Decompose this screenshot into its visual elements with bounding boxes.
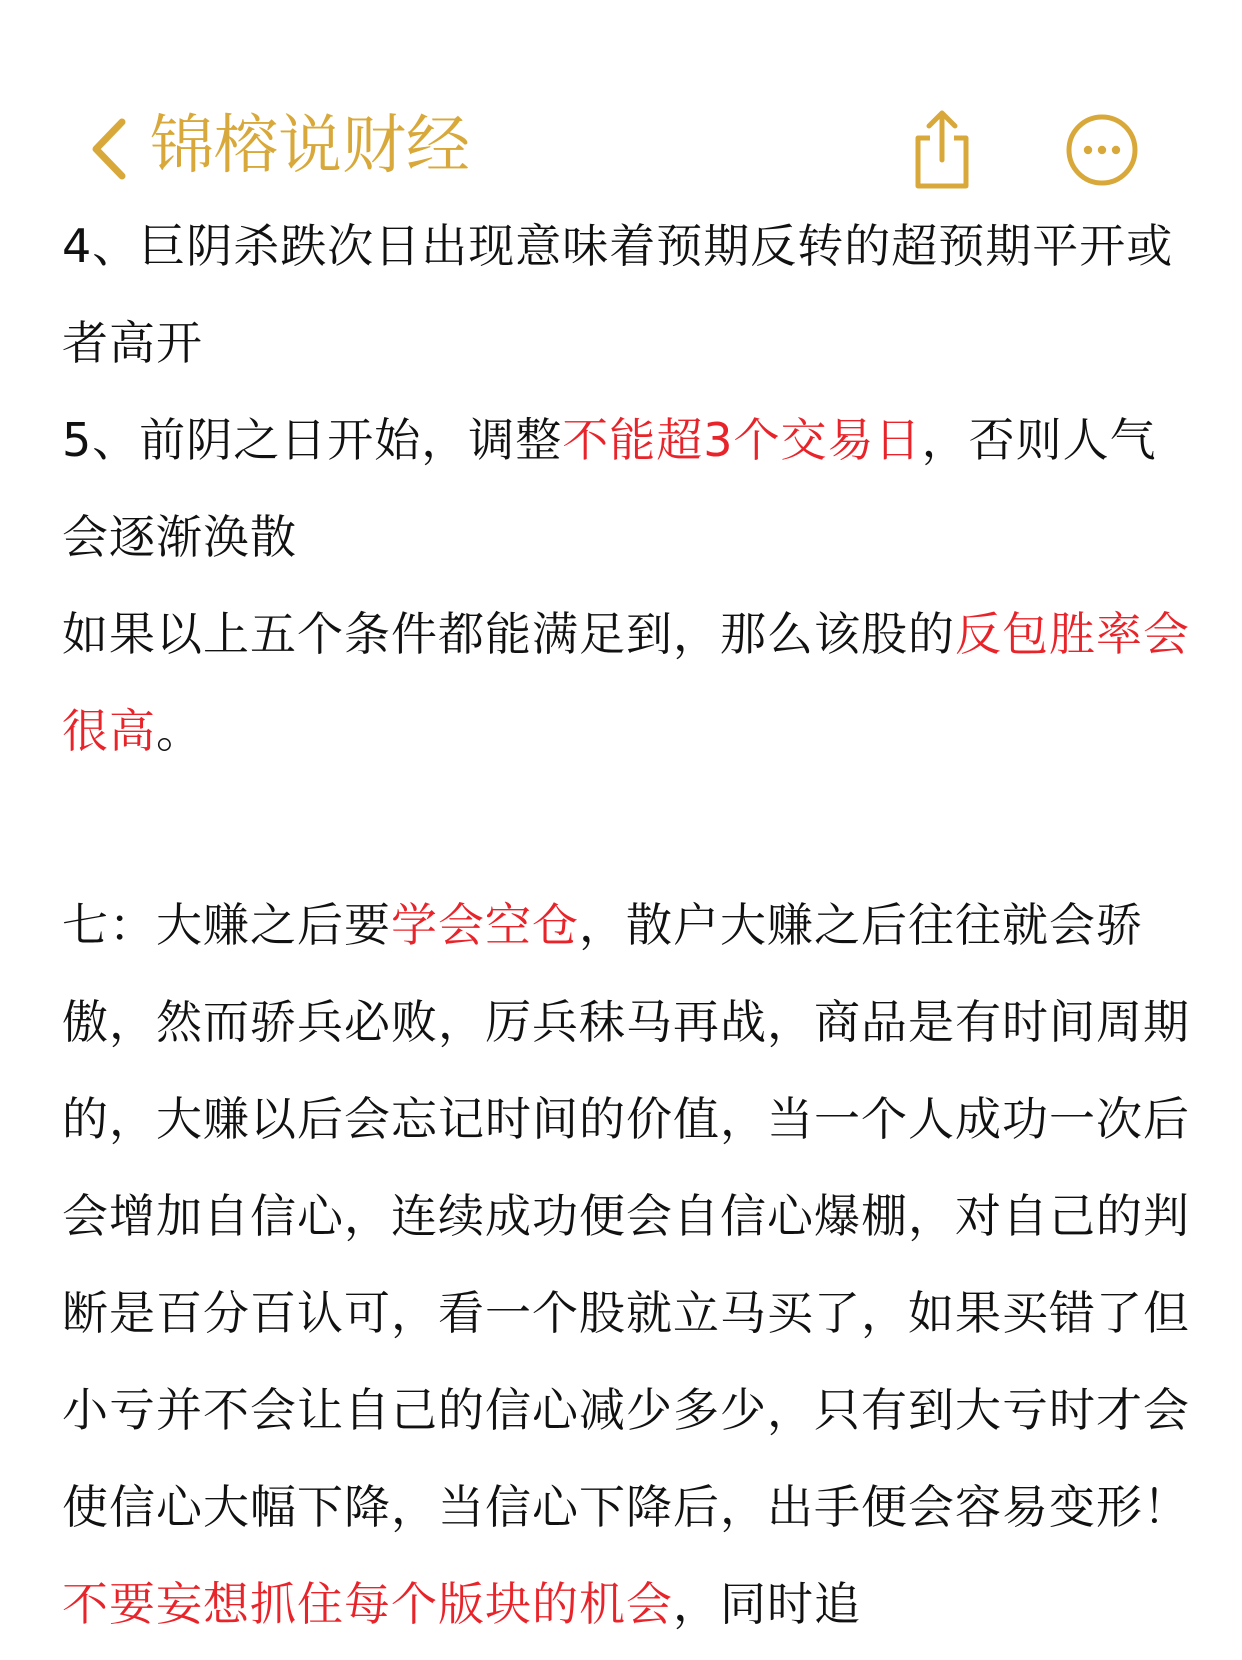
paragraph-text: 七：大赚之后要 bbox=[62, 898, 391, 952]
paragraph-text: 5、前阴之日开始，调整 bbox=[62, 413, 563, 467]
highlighted-text: 不要妄想抓住每个版块的机会 bbox=[62, 1577, 673, 1631]
top-nav-bar bbox=[0, 100, 1242, 200]
highlighted-text: 不能超3个交易日 bbox=[562, 413, 922, 467]
paragraph-text: 。 bbox=[156, 704, 203, 758]
paragraph-text: ，否则人气会逐渐涣散 bbox=[62, 413, 1157, 564]
paragraph-text: 4、巨阴杀跌次日出现意味着预期反转的超预期平开或者高开 bbox=[62, 219, 1174, 370]
paragraph-text: 如果以上五个条件都能满足到，那么该股的 bbox=[62, 607, 955, 661]
paragraph-condition-4 bbox=[62, 198, 1192, 392]
share-icon bbox=[910, 108, 974, 192]
chevron-left-icon bbox=[84, 114, 134, 184]
paragraph-section-7 bbox=[62, 877, 1192, 1653]
more-options-button[interactable] bbox=[1064, 112, 1140, 188]
paragraph-condition-5 bbox=[62, 392, 1192, 586]
page-title: 锦榕说财经 bbox=[150, 109, 470, 183]
share-button[interactable] bbox=[910, 108, 974, 192]
paragraph-spacer bbox=[62, 780, 1192, 877]
highlighted-text: 学会空仓 bbox=[391, 898, 579, 952]
back-button[interactable] bbox=[84, 114, 134, 184]
highlighted-text: 反包胜率会很高 bbox=[62, 607, 1190, 758]
paragraph-text: ，同时追 bbox=[673, 1577, 861, 1631]
paragraph-text: ，散户大赚之后往往就会骄傲，然而骄兵必败，厉兵秣马再战，商品是有时间周期的，大赚以后会忘记时间的价值，当一个人成功一次后会增加自信心，连续成功便会自信心爆棚，对自己的判断是百分百认可，看一个股就立马买了，如果买错了但小亏并不会让自己的信心减少多少，只有到大亏时才会使信心大幅下降，当信心下降后，出手便会容易变形！ bbox=[62, 898, 1190, 1534]
paragraph-summary bbox=[62, 586, 1192, 780]
more-icon bbox=[1064, 112, 1140, 188]
article-body bbox=[62, 198, 1192, 1653]
